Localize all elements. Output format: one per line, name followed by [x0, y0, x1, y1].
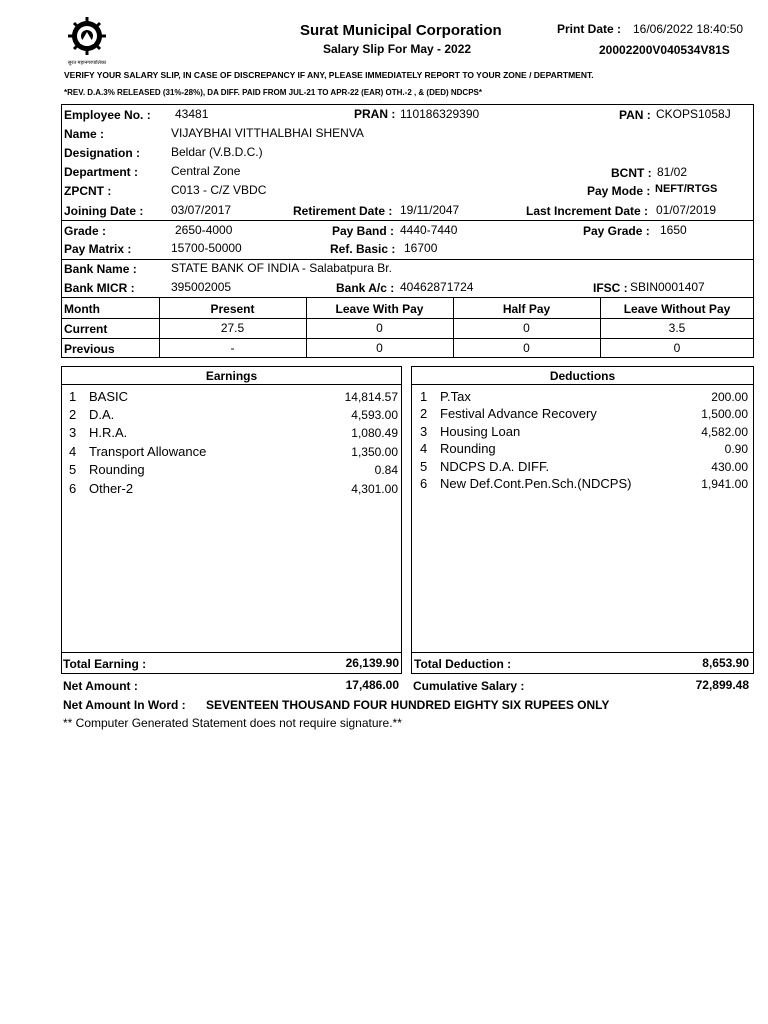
att-header-leave-with-pay: Leave With Pay: [335, 302, 424, 316]
emp-no: 43481: [175, 107, 209, 121]
pay-band-label: Pay Band :: [332, 224, 395, 238]
att-current-half-pay: 0: [523, 321, 530, 335]
deduction-no: 1: [420, 389, 428, 404]
att-header-month: Month: [64, 302, 100, 316]
earning-amount: 4,301.00: [351, 482, 398, 496]
deduction-amount: 200.00: [711, 390, 748, 404]
total-deduction: 8,653.90: [702, 656, 749, 670]
deduction-amount: 430.00: [711, 460, 748, 474]
pay-grade: 1650: [660, 223, 687, 237]
smc-logo: [62, 14, 112, 66]
last-increment-date: 01/07/2019: [656, 203, 717, 217]
earning-no: 2: [69, 407, 77, 422]
deduction-no: 3: [420, 424, 428, 439]
deduction-no: 2: [420, 406, 428, 421]
bank-ac: 40462871724: [400, 280, 474, 294]
pan: CKOPS1058J: [656, 107, 731, 121]
pran: 110186329390: [400, 107, 480, 121]
earning-name: BASIC: [89, 389, 129, 404]
net-amount-words-label: Net Amount In Word :: [63, 698, 186, 712]
zpcnt-label: ZPCNT :: [64, 184, 112, 198]
earning-no: 6: [69, 481, 77, 496]
org-title: Surat Municipal Corporation: [300, 22, 502, 39]
deduction-name: P.Tax: [440, 389, 471, 404]
joining-label: Joining Date :: [64, 204, 144, 218]
retirement-label: Retirement Date :: [293, 204, 393, 218]
att-current-present: 27.5: [220, 321, 245, 335]
earning-amount: 1,350.00: [351, 445, 398, 459]
deduction-no: 6: [420, 476, 428, 491]
deduction-no: 4: [420, 441, 428, 456]
last-increment-label: Last Increment Date :: [526, 204, 649, 218]
att-row-current-label: Current: [64, 322, 108, 336]
ifsc: SBIN0001407: [630, 280, 705, 294]
att-previous-present: -: [230, 341, 235, 355]
earning-amount: 4,593.00: [351, 408, 398, 422]
footer-note: ** Computer Generated Statement does not require signature.**: [63, 716, 402, 730]
earning-name: H.R.A.: [89, 425, 128, 440]
earning-no: 5: [69, 462, 77, 477]
pay-grade-label: Pay Grade :: [583, 224, 650, 238]
bank-micr: 395002005: [171, 280, 232, 294]
pran-label: PRAN :: [354, 107, 396, 121]
net-amount: 17,486.00: [345, 678, 399, 692]
earning-amount: 1,080.49: [351, 426, 398, 440]
earnings-title: Earnings: [205, 369, 258, 383]
earning-amount: 14,814.57: [344, 390, 398, 404]
pan-label: PAN :: [619, 108, 651, 122]
bcnt: 81/02: [657, 165, 688, 179]
deduction-name: NDCPS D.A. DIFF.: [440, 459, 550, 474]
deduction-amount: 1,941.00: [701, 477, 748, 491]
att-header-present: Present: [210, 302, 255, 316]
name-label: Name :: [64, 127, 105, 141]
logo-text: सुरत महानगरपालिका: [67, 60, 107, 66]
deductions-title: Deductions: [549, 369, 616, 383]
slip-number: 20002200V040534V81S: [599, 43, 730, 57]
earning-name: D.A.: [89, 407, 115, 422]
total-deduction-label: Total Deduction :: [414, 657, 512, 671]
designation-label: Designation :: [64, 146, 141, 160]
emp-no-label: Employee No. :: [64, 108, 151, 122]
notice-verify: VERIFY YOUR SALARY SLIP, IN CASE OF DISCREPANCY IF ANY, PLEASE IMMEDIATELY REPORT TO YOUR ZONE / DEPARTMENT.: [64, 70, 594, 80]
notice-revision: *REV. D.A.3% RELEASED (31%-28%), DA DIFF. PAID FROM JUL-21 TO APR-22 (EAR) OTH.-2 , & (DED) NDCPS*: [64, 88, 482, 97]
earning-no: 3: [69, 425, 77, 440]
cumulative-salary: 72,899.48: [695, 678, 749, 692]
pay-band: 4440-7440: [400, 223, 458, 237]
pay-matrix-label: Pay Matrix :: [64, 242, 132, 256]
earning-amount: 0.84: [374, 463, 398, 477]
zpcnt: C013 - C/Z VBDC: [171, 183, 267, 197]
bank-name: STATE BANK OF INDIA - Salabatpura Br.: [171, 261, 392, 275]
earning-no: 4: [69, 444, 77, 459]
bank-name-label: Bank Name :: [64, 262, 137, 276]
att-previous-leave-without-pay: 0: [673, 341, 681, 355]
ref-basic: 16700: [404, 241, 438, 255]
ifsc-label: IFSC :: [593, 281, 628, 295]
earning-name: Transport Allowance: [89, 444, 207, 459]
grade-label: Grade :: [64, 224, 107, 238]
department: Central Zone: [171, 164, 241, 178]
att-header-half-pay: Half Pay: [502, 302, 551, 316]
grade: 2650-4000: [175, 223, 233, 237]
net-amount-label: Net Amount :: [63, 679, 138, 693]
earning-name: Other-2: [89, 481, 134, 496]
deduction-name: Rounding: [440, 441, 496, 456]
deduction-amount: 0.90: [724, 442, 748, 456]
deduction-name: Festival Advance Recovery: [440, 406, 597, 421]
att-row-previous-label: Previous: [64, 342, 115, 356]
employee-name: VIJAYBHAI VITTHALBHAI SHENVA: [171, 126, 364, 140]
slip-subtitle: Salary Slip For May - 2022: [323, 42, 472, 56]
att-header-leave-without-pay: Leave Without Pay: [623, 302, 731, 316]
att-current-leave-without-pay: 3.5: [668, 321, 686, 335]
deduction-name: New Def.Cont.Pen.Sch.(NDCPS): [440, 476, 632, 491]
department-label: Department :: [64, 165, 139, 179]
pay-mode-label: Pay Mode :: [587, 184, 651, 198]
print-date-label: Print Date :: [557, 22, 622, 36]
earning-no: 1: [69, 389, 77, 404]
retirement-date: 19/11/2047: [400, 203, 460, 217]
print-date: 16/06/2022 18:40:50: [633, 22, 744, 36]
bank-micr-label: Bank MICR :: [64, 281, 135, 295]
pay-mode: NEFT/RTGS: [655, 183, 718, 195]
ref-basic-label: Ref. Basic :: [330, 242, 396, 256]
deduction-name: Housing Loan: [440, 424, 521, 439]
joining-date: 03/07/2017: [171, 203, 232, 217]
deduction-amount: 4,582.00: [701, 425, 748, 439]
employee-details-box: [61, 104, 754, 298]
net-amount-words: SEVENTEEN THOUSAND FOUR HUNDRED EIGHTY SIX RUPEES ONLY: [206, 698, 610, 712]
bcnt-label: BCNT :: [611, 166, 652, 180]
bank-ac-label: Bank A/c :: [336, 281, 395, 295]
pay-matrix: 15700-50000: [171, 241, 242, 255]
total-earning-label: Total Earning :: [63, 657, 147, 671]
att-current-leave-with-pay: 0: [376, 321, 383, 335]
cumulative-salary-label: Cumulative Salary :: [413, 679, 525, 693]
deduction-no: 5: [420, 459, 428, 474]
earning-name: Rounding: [89, 462, 145, 477]
deduction-amount: 1,500.00: [701, 407, 748, 421]
total-earning: 26,139.90: [345, 656, 399, 670]
att-previous-half-pay: 0: [523, 341, 530, 355]
designation: Beldar (V.B.D.C.): [171, 145, 263, 159]
att-previous-leave-with-pay: 0: [376, 341, 383, 355]
